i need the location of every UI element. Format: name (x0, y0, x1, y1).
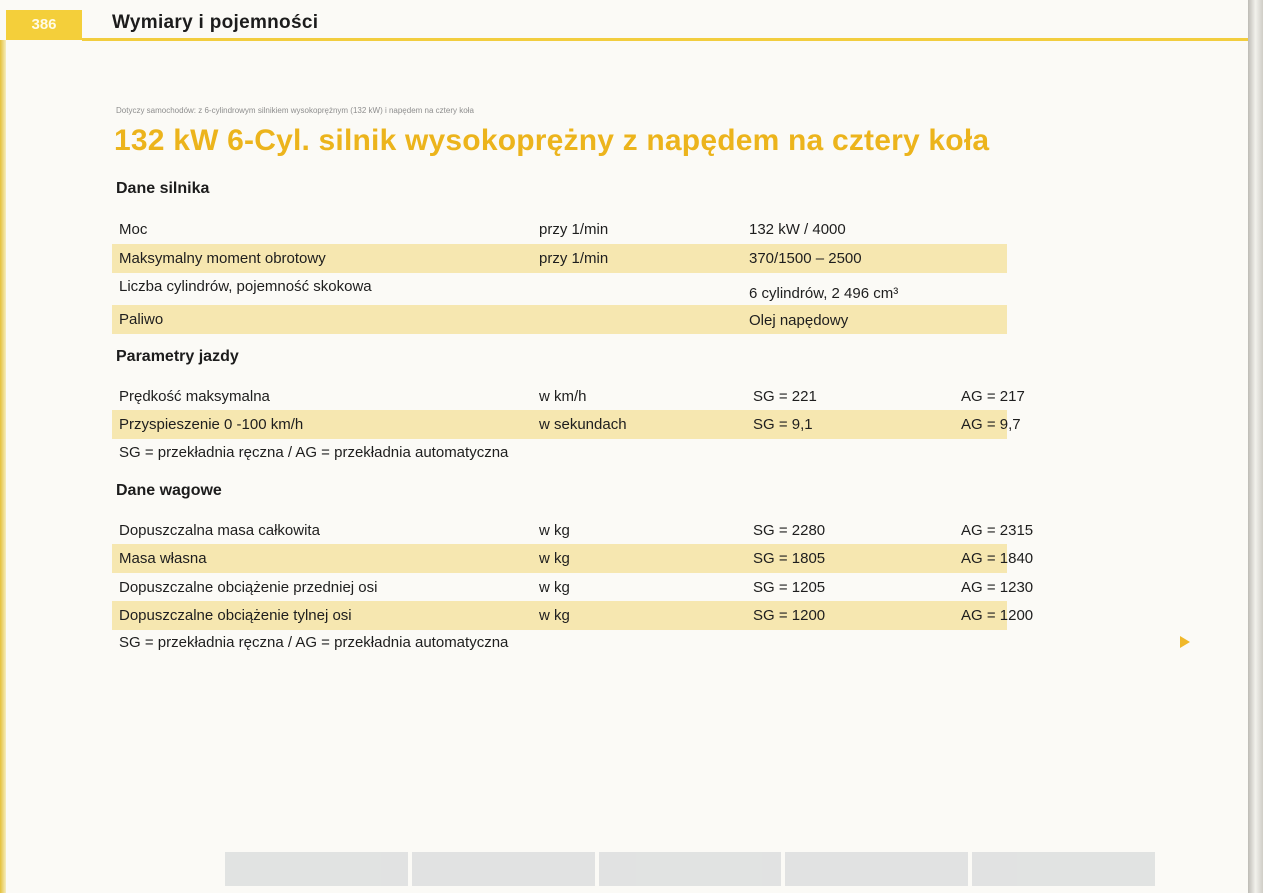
row-label: Moc (119, 221, 148, 238)
index-tab (225, 852, 408, 886)
performance-row (112, 382, 1025, 411)
row-unit: w sekundach (539, 416, 627, 433)
row-label: Paliwo (119, 311, 164, 328)
engine-data-heading: Dane silnika (116, 180, 210, 197)
row-unit: w kg (539, 550, 570, 567)
row-label: Maksymalny moment obrotowy (119, 250, 326, 267)
row-unit: przy 1/min (539, 221, 609, 238)
weights-heading: Dane wagowe (116, 482, 222, 499)
performance-row (112, 410, 1021, 439)
row-label: Przyspieszenie 0 -100 km/h (119, 416, 304, 433)
row-value-sg: SG = 1205 (753, 579, 826, 596)
row-value-ag: AG = 2315 (961, 522, 1034, 539)
engine-row (112, 215, 1007, 244)
header-divider (82, 38, 1250, 41)
weights-row (112, 544, 1034, 573)
row-value-sg: SG = 221 (753, 388, 817, 405)
row-value-ag: AG = 9,7 (961, 416, 1021, 433)
gearbox-legend-note: SG = przekładnia ręczna / AG = przekładnia automatyczna (119, 444, 509, 461)
row-unit: w kg (539, 607, 570, 624)
engine-row (112, 244, 1007, 273)
row-value-sg: SG = 9,1 (753, 416, 813, 433)
weights-row (112, 573, 1034, 602)
triangle-right-icon[interactable] (1180, 636, 1190, 648)
row-value-ag: AG = 1200 (961, 607, 1034, 624)
row-value: 132 kW / 4000 (749, 221, 846, 238)
index-tab (785, 852, 968, 886)
index-tab (972, 852, 1155, 886)
row-value: 370/1500 – 2500 (749, 250, 862, 267)
index-tab (599, 852, 782, 886)
page-number: 386 (6, 10, 82, 40)
engine-row (112, 276, 1007, 305)
row-label: Prędkość maksymalna (119, 388, 270, 405)
weights-row (112, 601, 1034, 630)
bottom-index-tabs (225, 852, 1155, 886)
row-value: 6 cylindrów, 2 496 cm³ (749, 285, 899, 302)
row-value-ag: AG = 1840 (961, 550, 1034, 567)
performance-heading: Parametry jazdy (116, 348, 239, 365)
row-value: Olej napędowy (749, 312, 849, 329)
weights-row (112, 516, 1034, 545)
row-label: Dopuszczalna masa całkowita (119, 522, 320, 539)
page-edge-right (1248, 0, 1263, 893)
applies-to-note: Dotyczy samochodów: z 6-cylindrowym silnikiem wysokoprężnym (132 kW) i napędem na cztery koła (116, 106, 474, 115)
row-unit: przy 1/min (539, 250, 609, 267)
row-unit: w kg (539, 522, 570, 539)
row-unit: w kg (539, 579, 570, 596)
row-unit: w km/h (539, 388, 587, 405)
row-label: Dopuszczalne obciążenie przedniej osi (119, 579, 378, 596)
row-value-ag: AG = 1230 (961, 579, 1034, 596)
row-value-sg: SG = 1200 (753, 607, 826, 624)
page-title: Wymiary i pojemności (112, 12, 319, 33)
row-value-sg: SG = 2280 (753, 522, 826, 539)
page-edge-left (0, 40, 6, 893)
row-value-sg: SG = 1805 (753, 550, 826, 567)
index-tab (412, 852, 595, 886)
row-label: Masa własna (119, 550, 207, 567)
row-value-ag: AG = 217 (961, 388, 1025, 405)
row-label: Dopuszczalne obciążenie tylnej osi (119, 607, 352, 624)
section-main-title: 132 kW 6-Cyl. silnik wysokoprężny z napędem na cztery koła (114, 124, 990, 157)
row-label: Liczba cylindrów, pojemność skokowa (119, 278, 372, 295)
gearbox-legend-note: SG = przekładnia ręczna / AG = przekładnia automatyczna (119, 634, 509, 651)
engine-row (112, 305, 1007, 334)
